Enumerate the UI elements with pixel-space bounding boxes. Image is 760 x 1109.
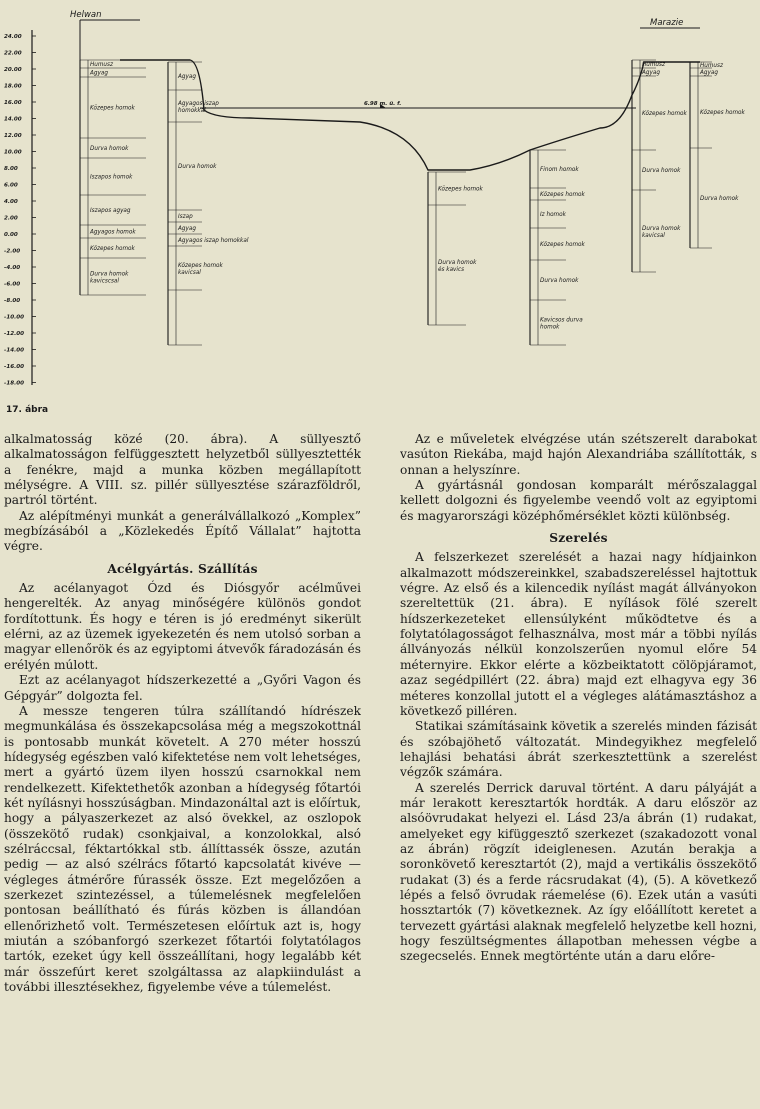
- borehole: [428, 172, 483, 325]
- borehole-logs: [80, 60, 745, 345]
- layer-label: Iszapos homok: [90, 174, 133, 181]
- y-tick-label: 24.00: [4, 34, 22, 40]
- paragraph: Az alépítményi munkát a generálvállalkozó „Komplex” megbízásából a „Közlekedés Építő Vállalat” hajtotta végre.: [4, 508, 361, 554]
- y-tick-label: 2.00: [4, 215, 18, 222]
- y-tick-label: 20.00: [4, 67, 22, 73]
- y-tick-label: 12.00: [4, 133, 22, 139]
- layer-label: Agyag: [178, 74, 196, 80]
- layer-label: Iszap: [178, 214, 193, 220]
- paragraph: A messze tengeren túlra szállítandó hídrészek megmunkálása és összekapcsolása még a megszokottnál is pontosabb munkát követelt. A 270 méter hosszú hídegység egészben való kifektetése nem volt lehetséges, mert a gyártó üzem ilyen hosszú csarnokkal nem rendelkezett. Kifektethetők azonban a hídegység főtartói két nyílásnyi hosszúságban. Mindazonáltal azt is előírtuk, hogy a pályaszerkezet az alsó övekkel, az oszlopok (összekötő rudak) csonkjaival, a konzolokkal, alsó szélráccsal, féktartókkal stb. állíttassék össze, azután pedig — az alsó szélrács főtartó kapcsolatát kivéve — végleges átmérőre fúrassék össze. Ezt megelőzően a szerkezet szintezéssel, a túlemelésnek megfelelően pontosan beállítható és fúrás közben is állandóan ellenőrizhető volt. Természetesen előírtuk azt is, hogy miután a szóbanforgó szerkezet főtartói folytatólagos tartók, ezeket úgy kell összeállítani, hogy legalább két már összefúrt keret szolgáltassa az alapkiindulást a további illesztésekhez, figyelembe véve a túlemelést.: [4, 703, 361, 995]
- soil-profile-figure: [0, 0, 760, 420]
- station-label-left: Helwan: [70, 10, 102, 20]
- layer-label: Durva homok: [90, 146, 129, 152]
- layer-label: Agyagos homok: [90, 229, 136, 236]
- layer-label: Iszapos agyag: [90, 208, 131, 214]
- y-tick-label: 16.00: [4, 100, 22, 106]
- y-tick-label: 14.00: [4, 116, 22, 123]
- layer-label: Közepes homok: [540, 242, 585, 248]
- layer-label: Durva homok és kavics: [438, 260, 477, 273]
- layer-label: Durva homok: [540, 278, 579, 284]
- borehole: [632, 60, 687, 272]
- borehole: [530, 150, 585, 345]
- layer-label: Finom homok: [540, 167, 579, 173]
- paragraph: Az acélanyagot Ózd és Diósgyőr acélművei hengerelték. Az anyag minőségére különös gondot fordítottunk. És hogy e téren is jó eredményt sikerült elérni, az az üzemek igyekezetén és nem utolsó sorban a magyar ellenőrök és az egyiptomi átvevők fáradozásán és erélyén múlott.: [4, 581, 361, 672]
- section-heading: Acélgyártás. Szállítás: [107, 561, 258, 576]
- layer-label: Durva homok: [700, 196, 739, 202]
- paragraph: A felszerkezet szerelését a hazai nagy hídjainkon alkalmazott módszereinkkel, szabadszereléssel hajtottuk végre. Az első és a kilencedik nyílást magát állványokon szereltettük (21. ábra). E nyílások fölé szerelt hídszerkezeteket ellensúlyként működtetve és a folytatólagosságot felhasználva, most már a többi nyílás állványozás nélkül konzolszerűen nyomul előre 54 méternyire. Ekkor elérte a közbeiktatott cölöpjáramot, azaz segédpillért (22. ábra) majd ezt elhagyva egy 36 méteres konzollal jutott el a végleges alátámasztáshoz a következő pilléren.: [400, 550, 757, 718]
- y-tick-label: -14.00: [4, 347, 25, 354]
- layer-label: Kavicsos durva homok: [540, 317, 583, 331]
- y-tick-label: 10.00: [4, 149, 22, 156]
- paragraph: alkalmatosság közé (20. ábra). A süllyesztő alkalmatosságon felfüggesztett helyzetből süllyesztették a fenékre, majd a munka közben megállapított mélységre. A VIII. sz. pillér süllyesztése szárazföldről, partról történt.: [4, 432, 361, 508]
- layer-label: Agyag: [90, 70, 108, 77]
- station-label-right: Marazie: [650, 18, 684, 28]
- layer-label: Közepes homok: [90, 246, 135, 252]
- layer-label: Közepes homok: [540, 192, 585, 198]
- y-tick-label: -6.00: [4, 281, 21, 288]
- figure-caption: 17. ábra: [6, 405, 49, 415]
- layer-label: Agyagos iszap homokkal: [178, 101, 219, 114]
- y-tick-label: -10.00: [4, 314, 25, 321]
- layer-label: Agyag: [642, 70, 660, 76]
- layer-label: Agyag: [700, 70, 718, 76]
- layer-label: Iz homok: [540, 212, 566, 218]
- layer-label: Agyag: [178, 226, 196, 232]
- y-tick-label: -12.00: [4, 331, 25, 337]
- layer-label: Közepes homok kavicsal: [178, 263, 223, 276]
- layer-label: Humusz: [700, 63, 723, 69]
- y-tick-label: 8.00: [4, 166, 18, 172]
- water-level-label: 6.98 m. ü. f.: [364, 101, 402, 107]
- layer-label: Közepes homok: [700, 110, 745, 116]
- y-tick-label: 22.00: [4, 50, 22, 57]
- elevation-axis: [4, 30, 36, 387]
- borehole: [80, 60, 146, 295]
- y-tick-label: 18.00: [4, 83, 22, 90]
- y-tick-label: 6.00: [4, 182, 18, 189]
- layer-label: Durva homok kavicsal: [642, 226, 681, 239]
- text-column-right: [400, 432, 757, 1107]
- layer-label: Durva homok kavicscsal: [90, 271, 129, 285]
- borehole: [690, 62, 745, 248]
- paragraph: Az e műveletek elvégzése után szétszerelt darabokat vasúton Riekába, majd hajón Alexandriába szállították, s onnan a helyszínre.: [400, 432, 757, 477]
- y-tick-label: 0.00: [4, 232, 18, 238]
- layer-label: Agyagos iszap homokkal: [178, 238, 249, 244]
- borehole: [168, 62, 249, 345]
- y-tick-label: -4.00: [4, 265, 21, 271]
- section-heading: Szerelés: [549, 531, 608, 546]
- paragraph: Ezt az acélanyagot hídszerkezetté a „Győri Vagon és Gépgyár” dolgozta fel.: [4, 673, 361, 703]
- y-tick-label: -18.00: [4, 380, 25, 387]
- y-tick-label: -8.00: [4, 298, 21, 304]
- ground-profile: [80, 20, 700, 170]
- paragraph: A szerelés Derrick daruval történt. A daru pályáját a már lerakott keresztartók hordták. A daru először az alsóövrudakat helyezi el. Lásd 23/a ábrán (1) rudakat, amelyeket egy kifüggesztő szerkezet (szakadozott vonal az ábrán) rögzít ideiglenesen. Azután berakja a soronkövető keresztartót (2), majd a vertikális összekötő rudakat (3) és a ferde rácsrudakat (4), (5). A következő lépés a felső övrudak ráemelése (6). Ezek után a vasúti hossztartók (7) következnek. Az így előállított keretet a tervezett gyártási alaknak megfelelő helyzetbe kell hozni, hogy feszültségmentes állapotban mehessen végbe a szegecselés. Ennek megtörténte után a daru előre-: [400, 780, 757, 964]
- layer-label: Humusz: [642, 62, 665, 68]
- paragraph: Statikai számításaink követik a szerelés minden fázisát és szóbajöhető változatát. Mindegyikhez megfelelő lehajlási behatási ábrát szerkesztettünk a szerelést végzők számára.: [400, 719, 757, 780]
- y-tick-label: -16.00: [4, 364, 25, 370]
- layer-label: Közepes homok: [438, 186, 483, 193]
- text-column-left: [4, 432, 361, 1107]
- paragraph: A gyártásnál gondosan komparált mérőszalaggal kellett dolgozni és figyelembe veendő volt az egyiptomi és magyarországi középhőmérséklet közti különbség.: [400, 478, 757, 523]
- layer-label: Humusz: [90, 62, 113, 68]
- layer-label: Közepes homok: [642, 111, 687, 117]
- y-tick-label: -2.00: [4, 248, 21, 255]
- layer-label: Durva homok: [642, 168, 681, 174]
- layer-label: Durva homok: [178, 164, 217, 170]
- layer-label: Közepes homok: [90, 105, 135, 112]
- y-tick-label: 4.00: [4, 199, 18, 205]
